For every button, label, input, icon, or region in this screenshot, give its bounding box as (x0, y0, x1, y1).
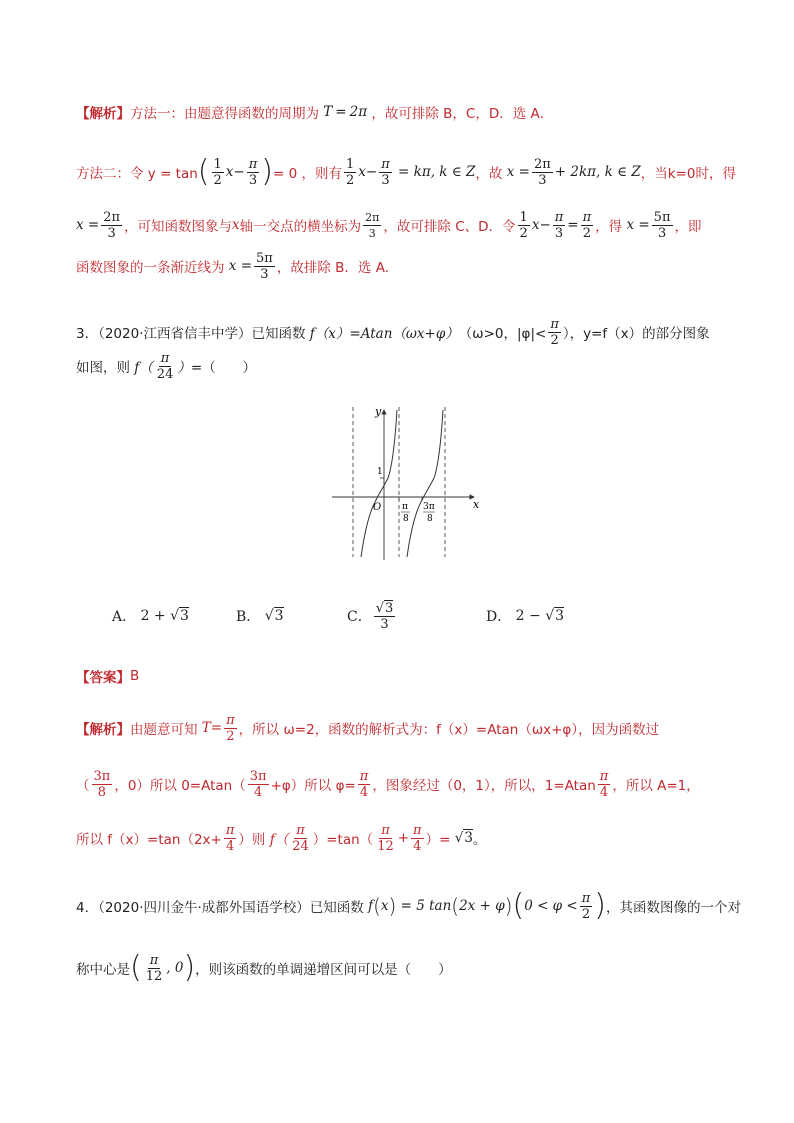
origin-label: O (373, 502, 382, 513)
analysis-method2-line1: 方法二：令 y = tan ( $\frac{1}{2}$ x − $\frac{\pi}{3}$ ) = 0 ，则有 $\frac{1}{2}$ x − $\frac{\pi}{3}$ = kπ, k ∈ Z ，故 x = $\frac{2\pi}{3}$ + 2kπ, k ∈ Z ，当 k=0时 ，得 (76, 154, 736, 189)
q3-solution-line1: 【解析】 由题意可知 T= $\frac{\pi}{2}$ ，所以 ω=2，函数的解析式为：f（x）=Atan（ωx+φ），因为函数过 (76, 712, 660, 744)
x-tick-3pi8-num: 3π (423, 502, 435, 512)
q3-stem-line2: 如图，则 f（ $\frac{\pi}{24}$ ） =（ ） (76, 350, 257, 382)
q3-solution-line3: 所以 f（x）=tan（2x+ $\frac{\pi}{4}$ ）则 f（ $\frac{\pi}{24}$ ） =tan（ $\frac{\pi}{12}$ + $\frac{\pi}{4}$ ）= √3 。 (76, 822, 487, 854)
x-tick-pi8-num: π (402, 502, 408, 512)
q4-stem-line2: 称中心是 ( $\frac{\pi}{12}$ , 0 ) ，则该函数的单调递增区间可以是（ ） (76, 950, 452, 985)
x-tick-3pi8-den: 8 (427, 514, 433, 524)
q4-stem-line1: 4．（2020·四川金牛·成都外国语学校）已知函数 f ( x ) = 5 tan ( 2x + φ ) ( 0 < φ < $\frac{\pi}{2}$ ) ，其函数图像的一个对 (76, 888, 741, 923)
q3-stem-line1: 3．（2020·江西省信丰中学）已知函数 f（x）=Atan（ωx+φ） （ω>0，|φ|< $\frac{\pi}{2}$ ），y=f（x）的部分图象 (76, 316, 710, 348)
option-c[interactable]: C． $\frac{√3}{3}$ (347, 600, 394, 632)
answer-value: B (130, 668, 140, 684)
option-b[interactable]: B． √ 3 (236, 608, 284, 625)
x-tick-pi8-den: 8 (403, 514, 409, 524)
x-axis-label: x (473, 498, 480, 511)
option-a[interactable]: A． 2 + √ 3 (112, 608, 189, 625)
analysis-method2-line3: 函数图象的一条渐近线为 x = $\frac{5\pi}{3}$ ，故排除 B．选 A． (76, 250, 399, 282)
y-tick-one: 1 (377, 467, 383, 477)
q3-answer: 【答案】 B (76, 668, 140, 686)
q3-solution-line2: （ $\frac{3\pi}{8}$ ，0）所以 0=Atan（ $\frac{3\pi}{4}$ +φ）所以 φ= $\frac{\pi}{4}$ ，图象经过（0，1），所以，1=Atan $\frac{\pi}{4}$ ，所以 A=1， (76, 768, 700, 800)
analysis-method2-line2: x = $\frac{2\pi}{3}$ ，可知函数图象与 x 轴一交点的横坐标为 $\frac{2\pi}{3}$ ，故可排除 C、D．令 $\frac{1}{2}$ x − $\frac{\pi}{3}$ = $\frac{\pi}{2}$ ，得 x = $\frac{5\pi}{3}$ ，即 (76, 209, 702, 241)
tan-branch-1 (361, 410, 397, 557)
analysis-tag: 【解析】 (76, 106, 130, 122)
y-axis-label: y (375, 405, 382, 418)
tan-branch-2 (407, 410, 443, 557)
option-d[interactable]: D． 2 − √ 3 (486, 608, 565, 625)
analysis-method1: 【解析】 方法一：由题意得函数的周期为 T = 2π ，故可排除 B，C，D．选 A． (76, 104, 554, 122)
tangent-graph (328, 402, 484, 562)
